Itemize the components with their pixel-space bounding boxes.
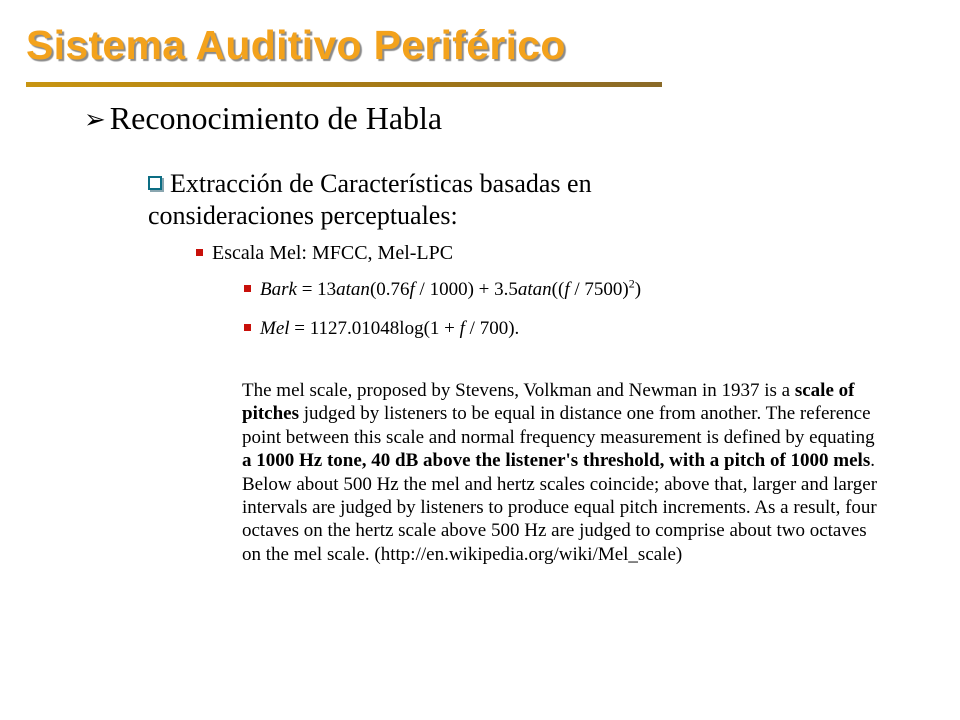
checkbox-icon [148, 176, 162, 190]
mel-part-2: / 700). [464, 318, 520, 339]
paragraph-bold-2: a 1000 Hz tone, 40 dB above the listener's threshold, with a pitch of 1000 mels [242, 450, 871, 472]
subheading-item [148, 168, 748, 232]
slide-title: Sistema Auditivo Periférico [26, 22, 566, 68]
bark-exponent: 2 [628, 276, 635, 291]
square-bullet-icon [244, 285, 251, 292]
paragraph-part-3: . Below about 500 Hz the mel and hertz scales coincide; above that, larger and larger intervals are judged by listeners to produce equal pitch increments. As a result, four octaves on the hertz scale above 500 Hz are judged to comprise about two octaves on the mel scale. (http://en.wikipedia.org/wiki/Mel_scale) [242, 450, 878, 565]
square-bullet-icon [244, 324, 251, 331]
paragraph-part-2: judged by listeners to be equal in distance one from another. The reference point between this scale and normal frequency measurement is defined by equating [242, 403, 875, 448]
bark-part-4: / 7500) [569, 279, 629, 300]
mel-scale-item [196, 242, 453, 265]
bark-formula [244, 276, 642, 301]
bark-atan-1: atan [336, 279, 370, 300]
bark-part-3: (( [551, 279, 565, 300]
square-bullet-icon [196, 249, 203, 256]
heading-text: Reconocimiento de Habla [109, 100, 443, 136]
title-underline [26, 82, 662, 87]
paragraph-part-1: The mel scale, proposed by Stevens, Volkman and Newman in 1937 is a [242, 380, 795, 401]
heading-bullet-item [84, 100, 442, 137]
mel-formula [244, 318, 519, 340]
mel-lhs: Mel [260, 318, 290, 339]
bark-atan-2: atan [517, 279, 552, 300]
bark-lhs: Bark [260, 279, 297, 300]
mel-scale-description [242, 379, 882, 566]
subheading-text: Extracción de Características basadas en consideraciones perceptuales: [148, 169, 592, 230]
bark-eq: = 13 [296, 279, 337, 300]
paragraph-bold-1: scale of pitches [242, 380, 855, 425]
mel-var-1: f [459, 318, 465, 339]
bark-var-1: f [409, 279, 415, 300]
bark-part-1: (0.76 [369, 279, 410, 300]
bark-part-5: ) [634, 279, 642, 300]
bark-part-2: / 1000) + 3.5 [414, 279, 518, 300]
mel-scale-text: Escala Mel: MFCC, Mel-LPC [212, 242, 454, 264]
mel-part-1: = 1127.01048log(1 + [289, 318, 460, 339]
arrow-bullet-icon: ➢ [84, 104, 106, 134]
bark-var-2: f [564, 279, 570, 300]
